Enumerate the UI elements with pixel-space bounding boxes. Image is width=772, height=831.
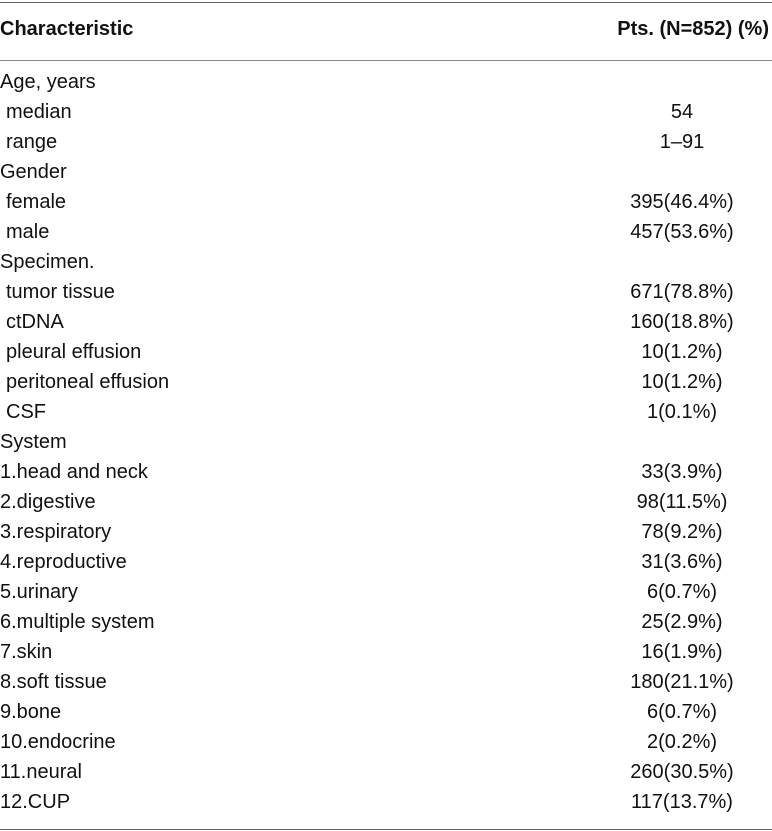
table-row: [0, 638, 772, 668]
table-row: [0, 98, 772, 128]
row-label: System: [0, 431, 67, 453]
table-row: [0, 338, 772, 368]
table-row: [0, 398, 772, 428]
row-value: 25(2.9%): [641, 611, 723, 633]
table-row: [0, 668, 772, 698]
row-value: 160(18.8%): [630, 311, 734, 333]
row-label: 1.head and neck: [0, 461, 148, 483]
table-body: [0, 68, 772, 818]
table-row: [0, 548, 772, 578]
row-value: 1(0.1%): [646, 401, 718, 423]
row-label: 5.urinary: [0, 581, 78, 603]
table-row: [0, 368, 772, 398]
row-label: 10.endocrine: [0, 731, 116, 753]
row-label: Specimen.: [0, 251, 95, 273]
row-value: 457(53.6%): [630, 221, 734, 243]
row-label: female: [6, 191, 67, 213]
table-row: [0, 278, 772, 308]
row-label: 2.digestive: [0, 491, 96, 513]
table-row: [0, 698, 772, 728]
row-value: 10(1.2%): [641, 341, 723, 363]
table-header-row: [0, 2, 772, 60]
row-value: 395(46.4%): [630, 191, 734, 213]
row-value: 78(9.2%): [641, 521, 723, 543]
row-label: Gender: [0, 161, 67, 183]
table-row: [0, 608, 772, 638]
table-row: [0, 458, 772, 488]
row-value: 2(0.2%): [646, 731, 718, 753]
row-value: 6(0.7%): [646, 581, 718, 603]
table-row: [0, 428, 772, 458]
table-row: [0, 68, 772, 98]
table-row: [0, 128, 772, 158]
row-value: 16(1.9%): [641, 641, 723, 663]
table-row: [0, 728, 772, 758]
row-label: 6.multiple system: [0, 611, 155, 633]
row-label: range: [6, 131, 58, 153]
table-row: [0, 758, 772, 788]
table-row: [0, 218, 772, 248]
row-label: male: [6, 221, 50, 243]
row-label: pleural effusion: [6, 341, 142, 363]
table-row: [0, 488, 772, 518]
row-label: peritoneal effusion: [6, 371, 170, 393]
row-label: 7.skin: [0, 641, 53, 663]
row-value: 117(13.7%): [631, 791, 733, 813]
table-row: [0, 788, 772, 818]
row-label: 9.bone: [0, 701, 62, 723]
row-label: CSF: [6, 401, 46, 423]
table-bottom-rule: [0, 829, 772, 830]
row-label: Age, years: [0, 71, 96, 93]
table-row: [0, 188, 772, 218]
row-value: 54: [670, 101, 694, 123]
row-value: 98(11.5%): [636, 491, 728, 513]
row-label: 12.CUP: [0, 791, 71, 813]
table-row: [0, 308, 772, 338]
row-value: 33(3.9%): [641, 461, 723, 483]
row-value: 180(21.1%): [630, 671, 734, 693]
row-value: 6(0.7%): [646, 701, 718, 723]
row-value: 260(30.5%): [630, 761, 734, 783]
table-row: [0, 158, 772, 188]
row-value: 10(1.2%): [641, 371, 723, 393]
table-row: [0, 248, 772, 278]
header-characteristic: Characteristic: [0, 18, 134, 40]
table-row: [0, 518, 772, 548]
row-label: 8.soft tissue: [0, 671, 107, 693]
header-patients-count: Pts. (N=852) (%): [617, 18, 769, 40]
table-header-rule: [0, 60, 772, 61]
row-label: ctDNA: [6, 311, 64, 333]
row-value: 31(3.6%): [641, 551, 723, 573]
row-label: tumor tissue: [6, 281, 115, 303]
row-label: 3.respiratory: [0, 521, 112, 543]
table-row: [0, 578, 772, 608]
row-label: 11.neural: [0, 761, 82, 783]
row-value: 1–91: [659, 131, 705, 153]
row-value: 671(78.8%): [630, 281, 734, 303]
row-label: 4.reproductive: [0, 551, 127, 573]
row-label: median: [6, 101, 72, 123]
